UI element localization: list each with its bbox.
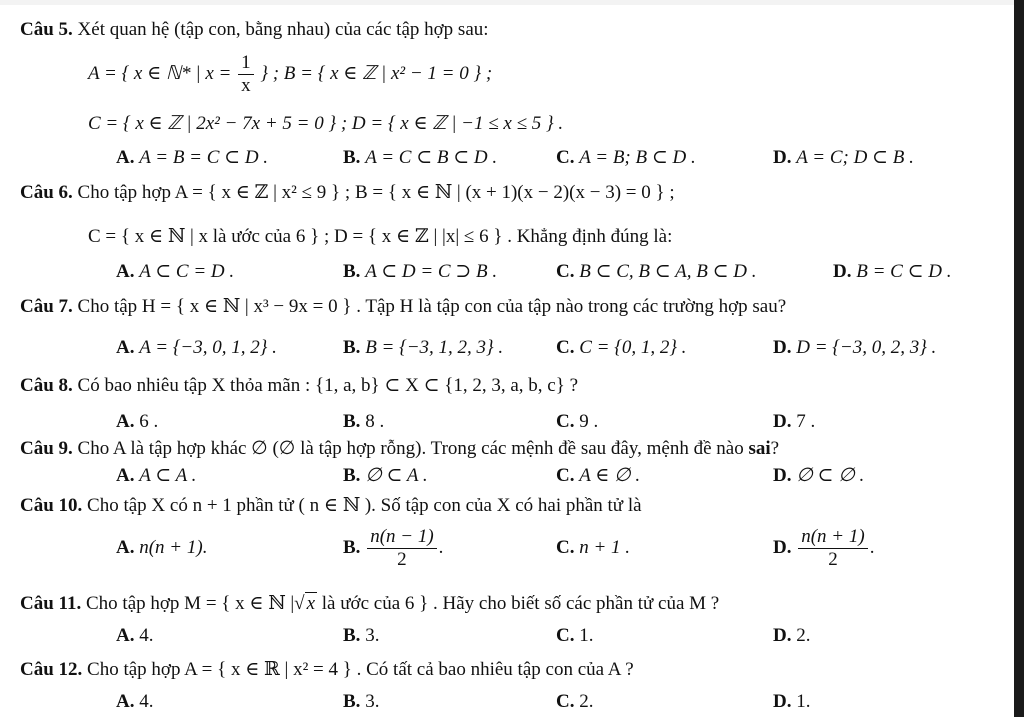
question-12-text: Cho tập hợp A = { x ∈ ℝ | x² = 4 } . Có tất cả bao nhiêu tập con của A ?	[87, 659, 634, 680]
set-a-prefix: A = { x ∈ ℕ* | x =	[88, 63, 232, 84]
option-label: D.	[773, 411, 792, 432]
option-label: C.	[556, 411, 575, 432]
option-text: A ⊂ D = C ⊃ B .	[365, 261, 498, 282]
option-end: .	[438, 537, 444, 558]
option-label: C.	[556, 625, 575, 646]
option-text: 1.	[579, 625, 594, 646]
top-edge	[0, 0, 1024, 5]
q9-option-d[interactable]	[773, 464, 864, 488]
option-label: C.	[556, 147, 575, 168]
option-label: A.	[116, 625, 135, 646]
option-text: A = B = C ⊂ D .	[139, 147, 269, 168]
option-text: C = {0, 1, 2} .	[579, 337, 687, 358]
fraction-denominator: 2	[397, 549, 407, 571]
option-label: A.	[116, 411, 135, 432]
q6-option-d[interactable]	[833, 260, 951, 284]
question-12	[20, 658, 634, 682]
right-dark-edge	[1014, 0, 1024, 717]
question-9-bold-word: sai	[748, 438, 771, 459]
option-text: B = {−3, 1, 2, 3} .	[365, 337, 504, 358]
option-text: A ∈ ∅ .	[579, 465, 641, 486]
q12-option-c[interactable]	[556, 690, 593, 714]
q11-option-a[interactable]	[116, 624, 153, 648]
question-7	[20, 295, 786, 319]
set-cd-definition: C = { x ∈ ℤ | 2x² − 7x + 5 = 0 } ; D = { x ∈ ℤ | −1 ≤ x ≤ 5 } .	[88, 113, 564, 134]
q7-option-c[interactable]	[556, 336, 686, 360]
q12-option-d[interactable]	[773, 690, 810, 714]
q11-option-c[interactable]	[556, 624, 593, 648]
q10-option-a[interactable]	[116, 536, 207, 560]
option-label: A.	[116, 147, 135, 168]
q9-option-b[interactable]	[343, 464, 428, 488]
option-label: B.	[343, 625, 361, 646]
option-label: A.	[116, 691, 135, 712]
option-end: .	[869, 537, 875, 558]
q5-option-a[interactable]	[116, 146, 268, 170]
q5-option-d[interactable]	[773, 146, 914, 170]
sqrt-symbol: √	[294, 593, 305, 614]
q11-option-b[interactable]	[343, 624, 379, 648]
question-8-text: Có bao nhiêu tập X thỏa mãn : {1, a, b} ⊂ X ⊂ {1, 2, 3, a, b, c} ?	[77, 375, 579, 396]
option-text: 7 .	[796, 411, 816, 432]
fraction-denominator: x	[241, 75, 251, 97]
q12-option-b[interactable]	[343, 690, 379, 714]
q5-option-c[interactable]	[556, 146, 696, 170]
option-label: C.	[556, 261, 575, 282]
option-label: B.	[343, 691, 361, 712]
option-label: D.	[833, 261, 852, 282]
option-text: A ⊂ C = D .	[139, 261, 235, 282]
question-7-text: Cho tập H = { x ∈ ℕ | x³ − 9x = 0 } . Tập H là tập con của tập nào trong các trường hợp sau?	[77, 296, 787, 317]
option-text: 3.	[365, 691, 380, 712]
question-10-label: Câu 10.	[20, 495, 83, 516]
option-label: A.	[116, 337, 135, 358]
q7-option-b[interactable]	[343, 336, 503, 360]
q8-option-c[interactable]	[556, 410, 598, 434]
question-5	[20, 18, 489, 42]
option-text: B ⊂ C, B ⊂ A, B ⊂ D .	[579, 261, 757, 282]
option-text: n + 1 .	[579, 537, 631, 558]
option-label: C.	[556, 337, 575, 358]
option-label: B.	[343, 147, 361, 168]
option-text: 2.	[796, 625, 811, 646]
q10-option-c[interactable]	[556, 536, 630, 560]
question-10	[20, 494, 642, 518]
question-6-line-2	[88, 225, 672, 249]
q10-option-d[interactable]	[773, 520, 874, 576]
question-6-text: Cho tập hợp A = { x ∈ ℤ | x² ≤ 9 } ; B = { x ∈ ℕ | (x + 1)(x − 2)(x − 3) = 0 } ;	[77, 182, 675, 203]
option-label: B.	[343, 465, 361, 486]
question-9-end: ?	[770, 438, 780, 459]
option-text: A = C ⊂ B ⊂ D .	[365, 147, 498, 168]
fraction-denominator: 2	[828, 549, 838, 571]
question-11-label: Câu 11.	[20, 593, 82, 614]
option-label: C.	[556, 537, 575, 558]
question-9-label: Câu 9.	[20, 438, 73, 459]
question-5-sets-ab	[88, 50, 492, 98]
option-text: B = C ⊂ D .	[856, 261, 952, 282]
option-text: A = B; B ⊂ D .	[579, 147, 696, 168]
q11-option-d[interactable]	[773, 624, 810, 648]
option-text: 4.	[139, 691, 154, 712]
option-b-fraction	[367, 526, 436, 571]
question-6-text-2: C = { x ∈ ℕ | x là ước của 6 } ; D = { x ∈ ℤ | |x| ≤ 6 } . Khẳng định đúng là:	[88, 226, 673, 247]
option-label: D.	[773, 537, 792, 558]
fraction-numerator: n(n − 1)	[367, 526, 436, 549]
option-label: B.	[343, 411, 361, 432]
option-label: B.	[343, 537, 361, 558]
option-text: A = {−3, 0, 1, 2} .	[139, 337, 277, 358]
sqrt-argument: x	[306, 593, 316, 614]
q6-option-b[interactable]	[343, 260, 497, 284]
option-label: C.	[556, 465, 575, 486]
question-5-label: Câu 5.	[20, 19, 73, 40]
option-label: B.	[343, 337, 361, 358]
option-text: D = {−3, 0, 2, 3} .	[796, 337, 937, 358]
q6-option-c[interactable]	[556, 260, 756, 284]
option-label: D.	[773, 337, 792, 358]
option-text: 2.	[579, 691, 594, 712]
question-9-text: Cho A là tập hợp khác ∅ (∅ là tập hợp rỗng). Trong các mệnh đề sau đây, mệnh đề nào	[77, 438, 744, 459]
option-text: 8 .	[365, 411, 385, 432]
question-10-text: Cho tập X có n + 1 phần tử ( n ∈ ℕ ). Số tập con của X có hai phần tử là	[87, 495, 642, 516]
option-label: A.	[116, 465, 135, 486]
option-label: D.	[773, 465, 792, 486]
q5-option-b[interactable]	[343, 146, 497, 170]
fraction-1-over-x	[238, 52, 254, 97]
option-text: A ⊂ A .	[139, 465, 197, 486]
question-9	[20, 437, 779, 461]
option-label: C.	[556, 691, 575, 712]
option-label: A.	[116, 537, 135, 558]
option-label: B.	[343, 261, 361, 282]
option-label: D.	[773, 147, 792, 168]
q7-option-a[interactable]	[116, 336, 277, 360]
q9-option-c[interactable]	[556, 464, 640, 488]
question-8-label: Câu 8.	[20, 375, 73, 396]
option-text: ∅ ⊂ ∅ .	[796, 465, 865, 486]
option-text: 1.	[796, 691, 811, 712]
option-text: 6 .	[139, 411, 159, 432]
q12-option-a[interactable]	[116, 690, 153, 714]
q8-option-a[interactable]	[116, 410, 158, 434]
option-text: 3.	[365, 625, 380, 646]
q7-option-d[interactable]	[773, 336, 936, 360]
question-11-pre: Cho tập hợp M = { x ∈ ℕ |	[86, 593, 295, 614]
question-11-post: là ước của 6 } . Hãy cho biết số các phần tử của M ?	[321, 593, 720, 614]
question-7-label: Câu 7.	[20, 296, 73, 317]
q9-option-a[interactable]	[116, 464, 196, 488]
option-text: n(n + 1).	[139, 537, 208, 558]
q8-option-b[interactable]	[343, 410, 384, 434]
option-label: D.	[773, 625, 792, 646]
option-text: ∅ ⊂ A .	[365, 465, 428, 486]
q10-option-b[interactable]	[343, 520, 443, 576]
q6-option-a[interactable]	[116, 260, 234, 284]
question-6	[20, 181, 675, 205]
question-8	[20, 374, 578, 398]
q8-option-d[interactable]	[773, 410, 815, 434]
question-12-label: Câu 12.	[20, 659, 83, 680]
question-5-text: Xét quan hệ (tập con, bằng nhau) của các tập hợp sau:	[77, 19, 489, 40]
option-d-fraction	[798, 526, 867, 571]
option-text: A = C; D ⊂ B .	[796, 147, 914, 168]
option-label: A.	[116, 261, 135, 282]
question-11	[20, 592, 719, 616]
set-b-definition: } ; B = { x ∈ ℤ | x² − 1 = 0 } ;	[260, 63, 493, 84]
option-label: D.	[773, 691, 792, 712]
option-text: 4.	[139, 625, 154, 646]
question-6-label: Câu 6.	[20, 182, 73, 203]
fraction-numerator: n(n + 1)	[798, 526, 867, 549]
fraction-numerator: 1	[238, 52, 254, 75]
question-5-sets-cd	[88, 112, 563, 136]
option-text: 9 .	[579, 411, 599, 432]
